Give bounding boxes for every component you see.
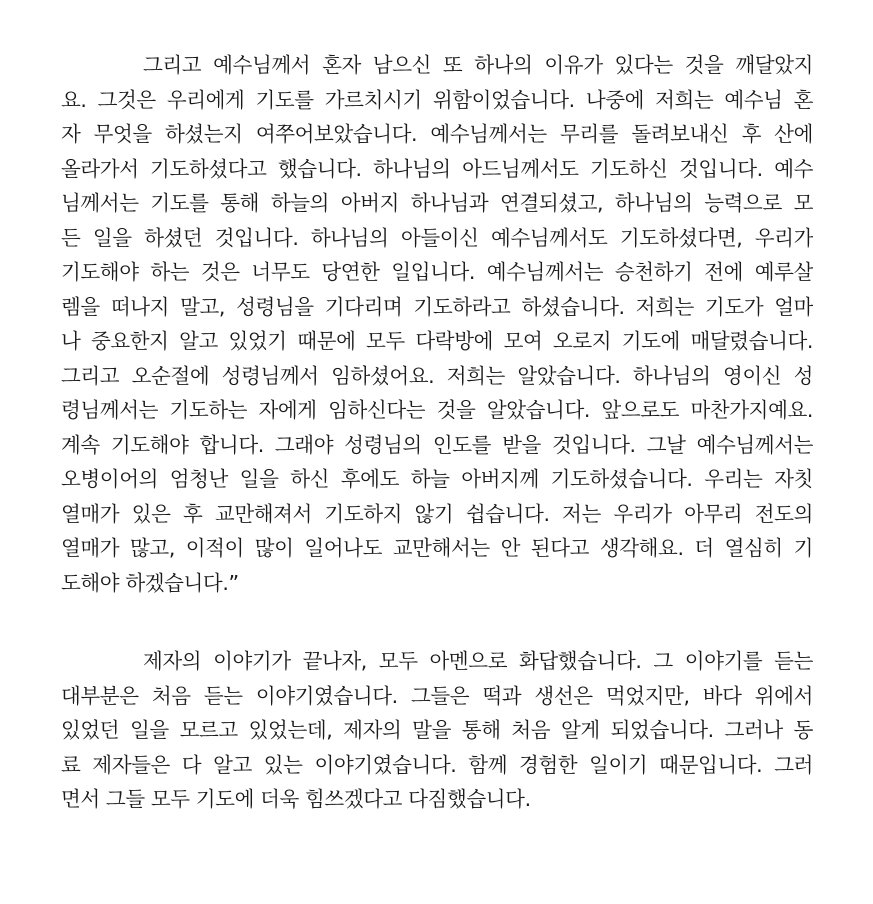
text-line: 도해야 하겠습니다.” [61, 570, 239, 595]
text-line: 제자의 이야기가 끝나자, 모두 아멘으로 화답했습니다. 그 이야기를 듣는 [143, 649, 813, 673]
text-line: 든 일을 하셨던 것입니다. 하나님의 아들이신 예수님께서도 기도하셨다면, 우리가 [61, 225, 813, 250]
text-line: 님께서는 기도를 통해 하늘의 아버지 하나님과 연결되셨고, 하나님의 능력으로 모 [61, 191, 813, 215]
paragraph-prayer-reason [61, 48, 813, 600]
text-line: 계속 기도해야 합니다. 그래야 성령님의 인도를 받을 것입니다. 그날 예수님께서는 [61, 432, 813, 457]
text-line: 대부분은 처음 듣는 이야기였습니다. 그들은 떡과 생선은 먹었지만, 바다 위에서 [61, 683, 813, 708]
document-page [61, 48, 813, 817]
text-line: 나 중요한지 알고 있었기 때문에 모두 다락방에 모여 오로지 기도에 매달렸습니다. [61, 329, 813, 353]
text-line: 올라가서 기도하셨다고 했습니다. 하나님의 아드님께서도 기도하신 것입니다. 예수 [61, 156, 813, 181]
text-line: 그리고 오순절에 성령님께서 임하셨어요. 저희는 알았습니다. 하나님의 영이신 성 [61, 363, 813, 388]
text-line: 자 무엇을 하셨는지 여쭈어보았습니다. 예수님께서는 무리를 돌려보내신 후 산에 [61, 122, 813, 146]
text-line: 렘을 떠나지 말고, 성령님을 기다리며 기도하라고 하셨습니다. 저희는 기도가 얼마 [61, 294, 813, 319]
text-line: 그리고 예수님께서 혼자 남으신 또 하나의 이유가 있다는 것을 깨달았지 [143, 53, 813, 77]
text-line: 료 제자들은 다 알고 있는 이야기였습니다. 함께 경험한 일이기 때문입니다. 그러 [61, 752, 813, 777]
text-line: 면서 그들 모두 기도에 더욱 힘쓰겠다고 다짐했습니다. [61, 787, 531, 811]
text-line: 기도해야 하는 것은 너무도 당연한 일입니다. 예수님께서는 승천하기 전에 예루살 [61, 260, 813, 284]
text-line: 열매가 있은 후 교만해져서 기도하지 않기 쉽습니다. 저는 우리가 아무리 전도의 [61, 501, 813, 526]
text-line: 있었던 일을 모르고 있었는데, 제자의 말을 통해 처음 알게 되었습니다. 그러나 동 [61, 718, 813, 742]
text-line: 령님께서는 기도하는 자에게 임하신다는 것을 알았습니다. 앞으로도 마찬가지예요. [61, 398, 813, 422]
text-line: 열매가 많고, 이적이 많이 일어나도 교만해서는 안 된다고 생각해요. 더 열심히 기 [61, 536, 813, 560]
paragraph-gap [61, 600, 813, 644]
text-line: 오병이어의 엄청난 일을 하신 후에도 하늘 아버지께 기도하셨습니다. 우리는 자칫 [61, 467, 813, 491]
paragraph-response [61, 644, 813, 817]
text-line: 요. 그것은 우리에게 기도를 가르치시기 위함이었습니다. 나중에 저희는 예수님 혼 [61, 87, 813, 112]
